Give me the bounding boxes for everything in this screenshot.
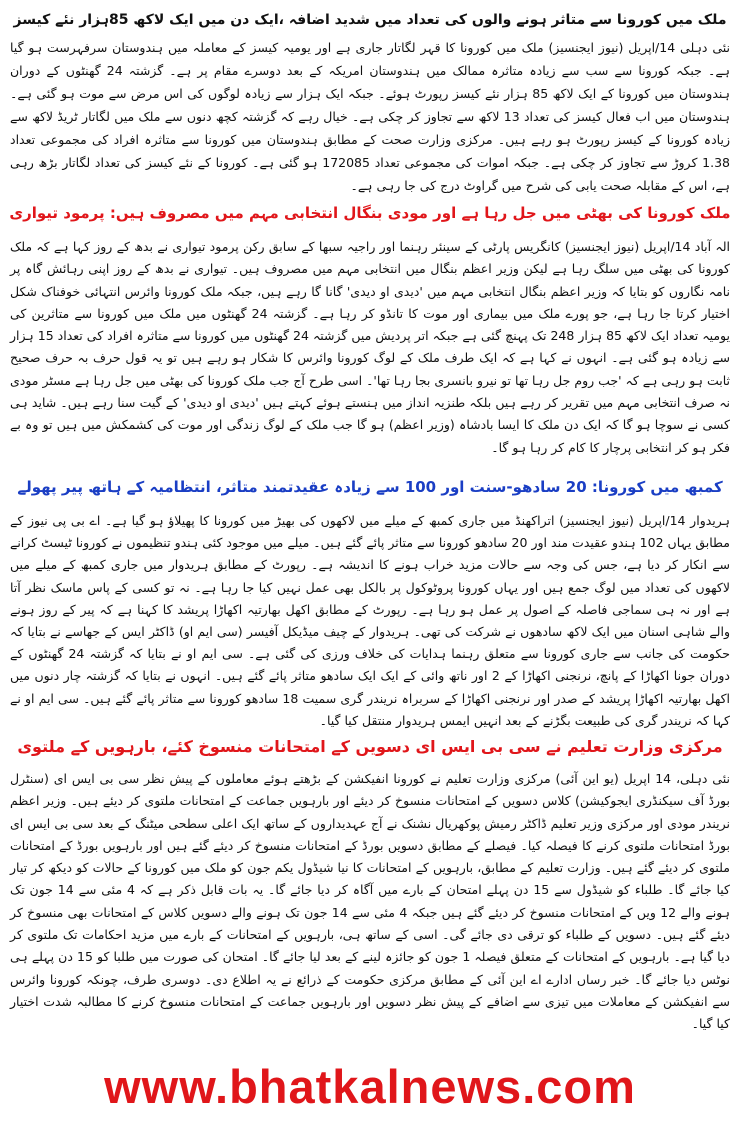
article-body: ہریدوار 14/اپریل (نیوز ایجنسیز) اتراکھنڈ میں جاری کمبھ کے میلے میں لاکھوں کی بھیڑ میں کورونا کا پھیلاؤ ہو گیا ہے۔ اے بی پی نیوز کے مطابق یہاں 102 ہندو عقیدت مند اور 20 سادھو کورونا سے متاثر پائے گئے ہیں۔ میلے میں موجود کئی ہندو تنظیموں نے کورونا ٹیسٹ کرانے سے انکار کر دیا ہے، جس کی وجہ سے حالات مزید خراب ہونے کا اندیشہ ہے۔ رپورٹ کے مطابق ہریدوار میں جاری کمبھ کے میلے میں لاکھوں کی تعداد میں لوگ جمع ہیں اور یہاں کورونا پروٹوکول پر بالکل بھی عمل نہیں کیا جا رہا ہے۔ نہ تو کسی کے پاس ماسک نظر آتا ہے اور نہ ہی سماجی فاصلہ کے اصول پر عمل ہو رہا ہے۔ رپورٹ کے مطابق اکھل بھارتیہ اکھاڑا پریشد کا کہنا ہے کہ پیر کے روز ہونے والے شاہی اسنان میں ایک لاکھ سادھوں نے شرکت کی تھی۔ ہریدوار کے چیف میڈیکل آفیسر (سی ایم او) ڈاکٹر ایس کے جھاسے نے بتایا کہ حکومت کی جانب سے جاری کورونا سے متعلق رہنما ہدایات کی خلاف ورزی کی گئی ہے۔ سی ایم او نے بتایا کہ گزشتہ 24 گھنٹوں کے دوران جونا اکھاڑا کے پانچ، نرنجنی اکھاڑا کے 2 اور ناتھ وائی کے ایک ایک سادھو متاثر پائے گئے ہیں۔ انہوں نے بتایا کہ گزشتہ چار دنوں میں اکھل بھارتیہ اکھاڑا پریشد کے صدر اور نرنجنی اکھاڑا کے سربراہ نریندر گری سمیت 18 سادھو کورونا سے متاثر پائے گئے ہیں۔ سی ایم او نے کہا کہ نریندر گری کی طبیعت بگڑنے کے بعد انہیں ایمس ہریدوار منتقل کیا گیا۔: [10, 513, 731, 728]
article-pramod-tiwari: [0, 196, 740, 458]
article-headline: کمبھ میں کورونا: 20 سادھو-سنت اور 100 سے زیادہ عقیدتمند متاثر، انتظامیہ کے ہاتھ پیر پھولے: [17, 478, 723, 496]
article-cbse-exams: [0, 732, 740, 1058]
article-body: نئی دہلی، 14 اپریل (یو این آئی) مرکزی وزارت تعلیم نے کورونا انفیکشن کے بڑھتے ہوئے معاملوں کے پیش نظر سی بی ایس ای (سنٹرل بورڈ آف سیکنڈری ایجوکیشن) کلاس دسویں کے امتحانات منسوخ کر دیئے اور بارہویں جماعت کے امتحانات ملتوی کر دیئے ہیں۔ وزیر اعظم نریندر مودی اور مرکزی وزیر تعلیم ڈاکٹر رمیش پوکھریال نشنک نے آج عہدیداروں کے ساتھ ایک اعلی سطحی میٹنگ کے بعد سی بی ایس ای بورڈ امتحانات ملتوی کرنے کا فیصلہ کیا۔ فیصلے کے مطابق دسویں بورڈ کے امتحانات منسوخ کر دیئے گئے ہیں اور بارہویں بورڈ کے امتحانات ملتوی کر دیئے گئے ہیں۔ وزارت تعلیم کے مطابق، بارہویں کے امتحانات کا نیا شیڈول یکم جون کو ملک میں کورونا کے حالات کو دیکھ کر تیار کیا جائے گا۔ طلباء کو شیڈول سے 15 دن پہلے امتحان کے بارے میں آگاہ کر دیا جائے گا۔ یہ بات قابل ذکر ہے کہ 4 مئی سے 14 جون تک ہونے والے 12 ویں کے امتحانات منسوخ کر دیئے گئے ہیں جبکہ 4 مئی سے 14 جون تک ہونے والے دسویں کلاس کے امتحانات بھی منسوخ کر دیئے گئے ہیں۔ دسویں کے طلباء کو ترقی دی جائے گی۔ اسی کے ساتھ ہی، بارہویں کے امتحانات کے بارے میں مزید احکامات تک ملتوی کر دیا گیا ہے۔ بارہویں کے امتحانات کے متعلق فیصلہ 1 جون کو جائزہ لینے کے بعد لیا جائے گا۔ امتحان کی صورت میں طلبا کو 15 دن پہلے ہی نوٹس دیا جائے گا۔ خبر رساں ادارے اے این آئی کے مطابق مرکزی حکومت کے ذرائع نے یہ اطلاع دی۔ دوسری طرف، چونکہ کورونا وائرس سے انفیکشن کے معاملات میں تیزی سے اضافے کے پیش نظر دسویں اور بارہویں جماعت کے امتحانات منسوخ کرنے کا مطالبہ شدت اختیار کیا گیا۔: [10, 771, 730, 1032]
article-headline: ملک کورونا کی بھٹی میں جل رہا ہے اور مودی بنگال انتخابی مہم میں مصروف ہیں: پرمود تیواری: [9, 204, 731, 222]
article-body: الہ آباد 14/اپریل (نیوز ایجنسیز) کانگریس پارٹی کے سینئر رہنما اور راجیہ سبھا کے سابق رکن پرمود تیواری نے بدھ کے روز کہا ہے کہ ملک کورونا کی بھٹی میں سلگ رہا ہے لیکن وزیر اعظم بنگال میں انتخابی مہم میں مصروف ہیں۔ تیواری نے بدھ کے روز اپنی رہائش گاہ پر نامہ نگاروں کو بتایا کہ وزیر اعظم بنگال انتخابی مہم میں 'دیدی او دیدی' گانا گا رہے ہیں، جبکہ ملک کورونا وائرس انتہائی خوفناک شکل اختیار کرتا جا رہا ہے، جو پورے ملک میں بیماری اور موت کا تانڈو کر رہا ہے۔ گزشتہ 24 گھنٹوں میں ملک میں کورونا سے متاثرین کی یومیہ تعداد ایک لاکھ 85 ہزار 248 تک پہنچ گئی ہے جبکہ اتر پردیش میں گزشتہ 24 گھنٹوں میں کورونا سے متاثرہ افراد کی تعداد 15 ہزار سے زیادہ ہو گئی ہے۔ انہوں نے کہا ہے کہ ایک طرف ملک کے لوگ کورونا وائرس کا شکار ہو رہے ہیں تو یہ قول حرف بہ حرف صحیح ثابت ہو رہی ہے کہ 'جب روم جل رہا تھا تو نیرو بانسری بجا رہا تھا'۔ اسی طرح آج جب ملک کورونا کی بھٹی میں جل رہا ہے مسٹر مودی نہ صرف انتخابی مہم میں تقریر کر رہے ہیں بلکہ طنزیہ انداز میں ہنستے ہوئے کہتے ہیں 'دیدی او دیدی' کے گیت سنا رہے ہیں۔ شاید ہی کسی نے سوچا ہو گا کہ ایک دن ملک کا ایسا بادشاہ (وزیر اعظم) ہو گا جب ملک کے لوگ زندگی اور موت کی کشمکش میں ہیں تو وہ بے فکر ہو کر انتخابی پرچار کا کام کر رہا ہو گا۔: [10, 239, 730, 455]
article-corona-cases: [0, 4, 740, 193]
article-headline: مرکزی وزارت تعلیم نے سی بی ایس ای دسویں کے امتحانات منسوخ کئے، بارہویں کے ملتوی: [17, 737, 723, 756]
article-kumbh-corona: [0, 470, 740, 732]
site-url-footer[interactable]: www.bhatkalnews.com: [104, 1060, 636, 1113]
article-body: نئی دہلی 14/اپریل (نیوز ایجنسیز) ملک میں کورونا کا قہر لگاتار جاری ہے اور یومیہ کیسز کے معاملہ میں ہندوستان سرفہرست ہو گیا ہے۔ جبکہ کورونا سے سب سے زیادہ متاثرہ ممالک میں ہندوستان امریکہ کے بعد دوسرے مقام پر ہے۔ گزشتہ 24 گھنٹوں کے دوران ہندوستان میں کورونا کے ایک لاکھ 85 ہزار نئے کیسز رپورٹ ہوئے۔ جبکہ ایک ہزار سے زیادہ لوگوں کی اس مرض سے موت ہو گئی ہے۔ ہندوستان میں اب فعال کیسز کی تعداد 13 لاکھ سے تجاوز کر چکی ہے۔ خیال رہے کہ گزشتہ کچھ دنوں سے ملک میں لگاتار ٹریڈ لاکھ سے زیادہ کورونا کے کیسز رپورٹ ہو رہے ہیں۔ مرکزی وزارت صحت کے مطابق ہندوستان میں کورونا سے متاثرہ افراد کی مجموعی تعداد 1.38 کروڑ سے تجاوز کر چکی ہے۔ جبکہ اموات کی مجموعی تعداد 172085 ہو گئی ہے۔ کورونا کے نئے کیسز کی تعداد لگاتار بڑھ رہی ہے، اس کے مقابلہ صحت یابی کی شرح میں گراوٹ درج کی جا رہی ہے۔: [10, 40, 730, 193]
article-headline: ملک میں کورونا سے متاثر ہونے والوں کی تعداد میں شدید اضافہ ،ایک دن میں ایک لاکھ 85ہزار نئے کیسز: [13, 12, 727, 28]
